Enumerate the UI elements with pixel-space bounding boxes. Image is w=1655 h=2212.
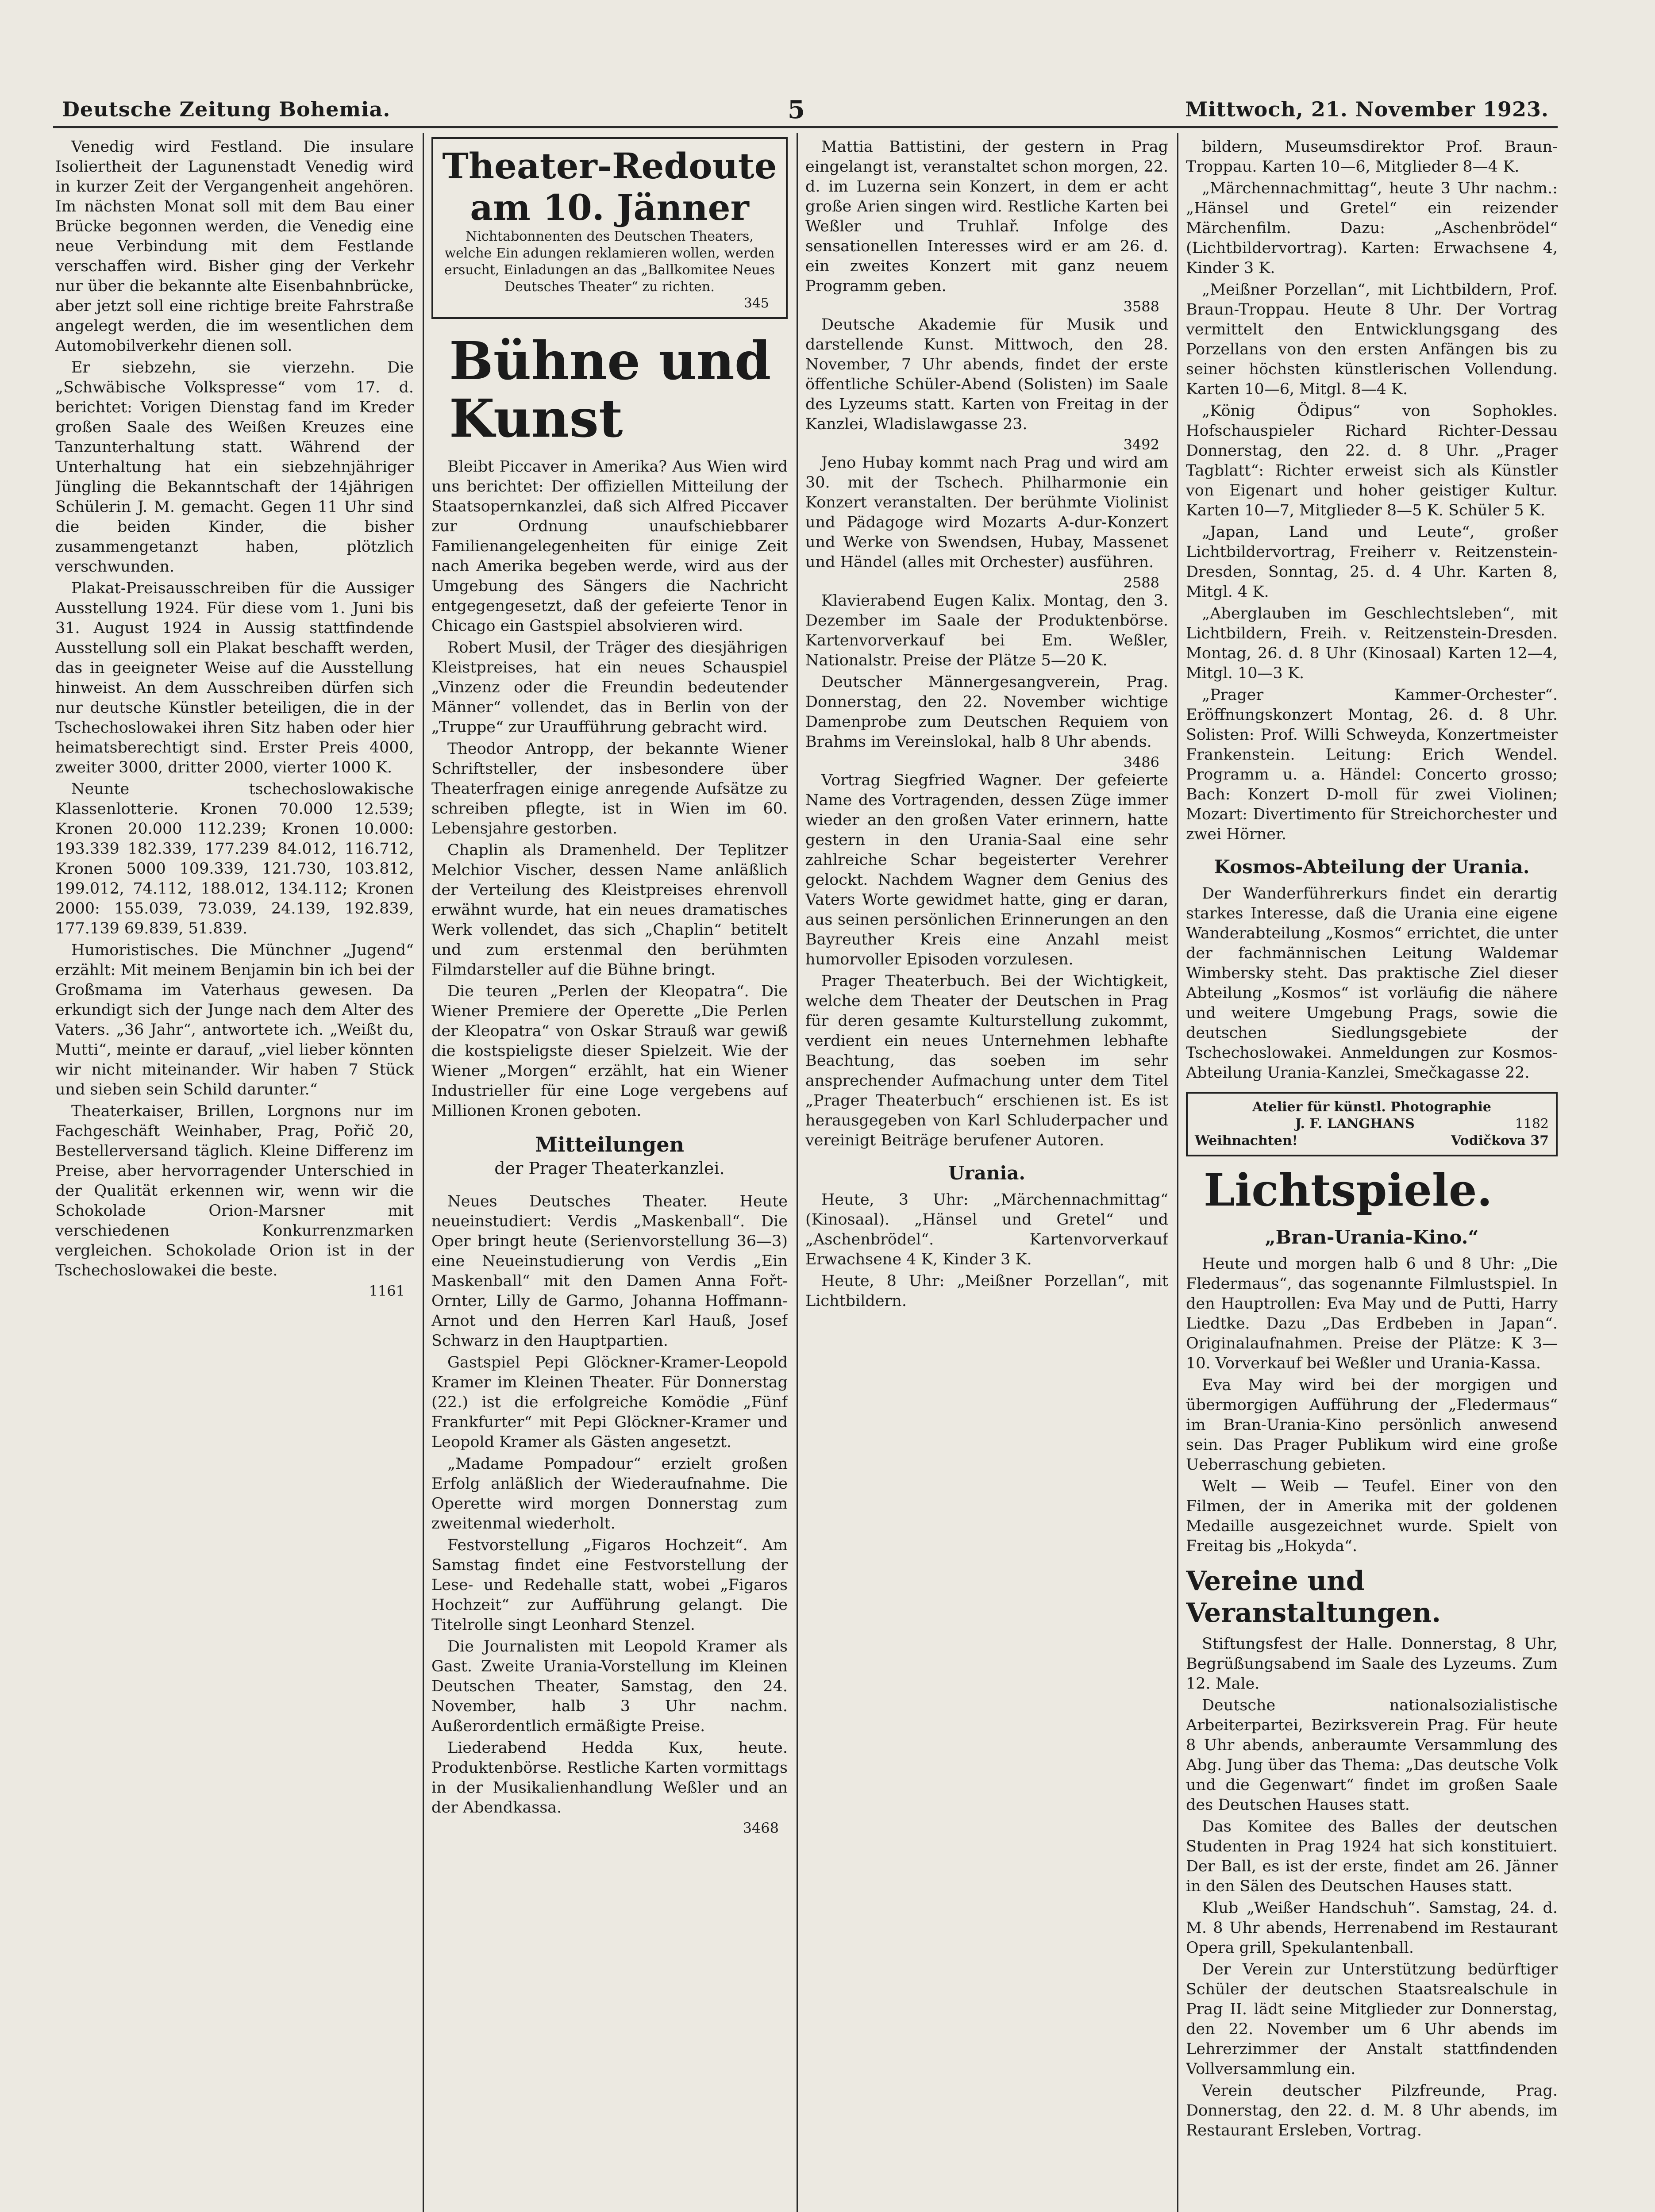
article-fledermaus: Heute und morgen halb 6 und 8 Uhr: „Die Fledermaus“, das sogenannte Filmlustspiel. In den Hauptrollen: Eva May und de Putti, Harry Liedtke. Dazu „Das Erdbeben in Japan“. Originalaufnahmen. Preise der Plätze: K 3—10. Vorverkauf bei Weßler und Urania-Kassa. — [1186, 1255, 1558, 1372]
article-plakat: Plakat-Preisausschreiben für die Aussiger Ausstellung 1924. Für diese vom 1. Juni bis 31. August 1924 in Aussig stattfindende Ausstellung soll ein Plakat beschafft werden, das in geeigneter Weise auf die Ausstellung hinweist. An dem Ausschreiben dürfen sich nur deutsche Künstler beteiligen, die in der Tschechoslowakei ihren Sitz haben oder hier heimatsberechtigt sind. Erster Preis 4000, zweiter 3000, dritter 2000, vierter 1000 K. — [55, 580, 414, 776]
advert-orion: Theaterkaiser, Brillen, Lorgnons nur im Fachgeschäft Weinhaber, Prag, Pořič 20, Bestellerversand täglich. Kleine Differenz im Preise, aber hervorragender Unterschied in der Qualität erkennen wir, wenn wir die Schokolade Orion-Marsner mit verschiedenen Konkurrenzmarken vergleichen. Schokolade Orion ist in der Tschechoslowakei die beste. — [55, 1102, 414, 1279]
article-humoristisches: Humoristisches. Die Münchner „Jugend“ erzählt: Mit meinem Benjamin bin ich bei der Großmama im Vaterhaus gewesen. Da erkundigt sich der Junge nach dem Alter des Vaters. „36 Jahr“, antwortete ich. „Weißt du, Mutti“, meinte er darauf, „viel lieber könnten wir nicht miteinander. Wir haben 7 Stück und sieben sein Schild darunter.“ — [55, 941, 414, 1098]
article-kammerorchester: „Prager Kammer-Orchester“. Eröffnungskonzert Montag, 26. d. 8 Uhr. Solisten: Prof. Willi Schweyda, Konzertmeister Frankenstein. Leitung: Erich Wendel. Programm u. a. Händel: Concerto grosso; Bach: Konzert D-moll für zwei Violinen; Mozart: Divertimento für Streichorchester und zwei Hörner. — [1186, 686, 1558, 843]
ad-line-1: Atelier für künstl. Photographie — [1252, 1099, 1491, 1115]
ad-left: Weihnachten! — [1195, 1133, 1298, 1148]
article-ref: 3588 — [1123, 298, 1159, 315]
advert-ref: 1161 — [369, 1283, 405, 1299]
article-akademie: Deutsche Akademie für Musik und darstellende Kunst. Mittwoch, den 28. November, 7 Uhr abends, findet der erste öffentliche Schüler-Abend (Solisten) im Saale des Lyzeums statt. Karten von Freitag in der Kanzlei, Wladislawgasse 23. — [805, 316, 1168, 433]
box-text: Nichtabonnenten des Deutschen Theaters, welche Ein adungen reklamieren wollen, werden ersucht, Einladungen an das „Ballkomitee Neues Deutsches Theater“ zu richten. — [444, 229, 775, 295]
article-realschule: Der Verein zur Unterstützung bedürftiger Schüler der deutschen Staatsrealschule in Prag II. lädt seine Mitglieder zur Donnerstag, den 22. November um 6 Uhr abends im Lehrerzimmer der Anstalt stattfindenden Vollversammlung ein. — [1186, 1961, 1558, 2078]
urania-maerchen: Heute, 3 Uhr: „Märchennachmittag“ (Kinosaal). „Hänsel und Gretel“ und „Aschenbrödel“. Kartenvorverkauf Erwachsene 4 K, Kinder 3 K. — [805, 1191, 1168, 1268]
article-journalisten: Die Journalisten mit Leopold Kramer als Gast. Zweite Urania-Vorstellung im Kleinen Deutschen Theater, Samstag, den 24. November, halb 3 Uhr nachm. Außerordentlich ermäßigte Preise. — [431, 1638, 788, 1735]
article-kosmos: Der Wanderführerkurs findet ein derartig starkes Interesse, daß die Urania eine eigene Wanderabteilung „Kosmos“ errichtet, die unter der fachmännischen Leitung Waldemar Wimbersky steht. Das praktische Ziel dieser Abteilung „Kosmos“ ist vorläufig die nähere und weitere Umgebung Prags, sowie die deutschen Siedlungsgebiete der Tschechoslowakei. Anmeldungen zur Kosmos-Abteilung Urania-Kanzlei, Smečkagasse 22. — [1186, 885, 1558, 1082]
article-weltweibteufel: Welt — Weib — Teufel. Einer von den Filmen, der in Amerika mit der goldenen Medaille ausgezeichnet wurde. Spielt von Freitag bis „Hokyda“. — [1186, 1478, 1558, 1555]
article-chaplin: Chaplin als Dramenheld. Der Teplitzer Melchior Vischer, dessen Name anläßlich der Verteilung des Kleistpreises ehrenvoll erwähnt wurde, hat ein neues dramatisches Werk vollendet, das sich „Chaplin“ betitelt und zum erstenmal den berühmten Filmdarsteller auf die Bühne bringt. — [431, 841, 788, 979]
article-lotterie: Neunte tschechoslowakische Klassenlotterie. Kronen 70.000 12.539; Kronen 20.000 112.239; Kronen 10.000: 193.339 182.339, 177.239 84.012, 116.712, Kronen 5000 109.339, 121.730, 103.812, 199.012, 74.112, 188.012, 134.112; Kronen 2000: 155.039, 73.039, 24.139, 192.839, 177.139 69.839, 51.839. — [55, 780, 414, 937]
article-maennergesang: Deutscher Männergesangverein, Prag. Donnerstag, den 22. November wichtige Damenprobe zum Deutschen Requiem von Brahms im Vereinslokal, halb 8 Uhr abends. — [805, 673, 1168, 751]
page-number: 5 — [788, 95, 805, 124]
article-hubay: Jeno Hubay kommt nach Prag und wird am 30. mit der Tschech. Philharmonie ein Konzert veranstalten. Der berühmte Violinist und Pädagoge wird Mozarts A-dur-Konzert und Werke von Swendsen, Hubay, Massenet und Händel (alles mit Orchester) ausführen. — [805, 454, 1168, 571]
ad-right: Vodičkova 37 — [1451, 1133, 1549, 1148]
newspaper-title: Deutsche Zeitung Bohemia. — [62, 97, 391, 121]
issue-date: Mittwoch, 21. November 1923. — [1185, 97, 1549, 121]
article-kalix: Klavierabend Eugen Kalix. Montag, den 3. Dezember im Saale der Produktenbörse. Kartenvorverkauf bei Em. Weßler, Nationalstr. Preise der Plätze 5—20 K. — [805, 592, 1168, 669]
article-maerchennachmittag: „Märchennachmittag“, heute 3 Uhr nachm.: „Hänsel und Gretel“ ein reizender Märchenfilm. Dazu: „Aschenbrödel“ (Lichtbildervortrag). Karten: Erwachsene 4, Kinder 3 K. — [1186, 180, 1558, 277]
ad-line-2: J. F. LANGHANS — [1295, 1116, 1415, 1132]
article-meissner: „Meißner Porzellan“, mit Lichtbildern, Prof. Braun-Troppau. Heute 8 Uhr. Der Vortrag vermittelt den Entwicklungsgang des Porzellans von den ersten Anfängen bis zu seiner höchsten künstlerischen Vollendung. Karten 10—6, Mitgl. 8—4 K. — [1186, 281, 1558, 398]
masthead — [53, 88, 1558, 124]
article-theaterbuch: Prager Theaterbuch. Bei der Wichtigkeit, welche dem Theater der Deutschen in Prag für deren gesamte Kulturstellung zukommt, verdient ein neues Unternehmen lebhafte Beachtung, das soeben im sehr ansprechender Aufmachung unter dem Titel „Prager Theaterbuch“ erschienen ist. Es ist herausgegeben von Karl Schluderpacher und vereinigt Beiträge berufener Autoren. — [805, 972, 1168, 1149]
column-divider — [797, 133, 798, 2212]
article-gastspiel: Gastspiel Pepi Glöckner-Kramer-Leopold Kramer im Kleinen Theater. Für Donnerstag (22.) ist die erfolgreiche Komödie „Fünf Frankfurter“ mit Pepi Glöckner-Kramer und Leopold Kramer als Gästen angesetzt. — [431, 1354, 788, 1451]
article-evamay: Eva May wird bei der morgigen und übermorgigen Aufführung der „Fledermaus“ im Bran-Urania-Kino persönlich anwesend sein. Das Prager Publikum wird eine große Ueberraschung gebieten. — [1186, 1376, 1558, 1474]
section-title-vereine: Vereine und Veranstaltungen. — [1186, 1566, 1441, 1628]
article-musil: Robert Musil, der Träger des diesjährigen Kleistpreises, hat ein neues Schauspiel „Vinzenz oder die Freundin bedeutender Männer“ vollendet, das in Berlin von der „Truppe“ zur Uraufführung gebracht wird. — [431, 639, 788, 736]
article-liederabend: Liederabend Hedda Kux, heute. Produktenbörse. Restliche Karten vormittags in der Musikalienhandlung Weßler und an der Abendkassa. — [431, 1739, 788, 1816]
urania-porzellan: Heute, 8 Uhr: „Meißner Porzellan“, mit Lichtbildern. — [805, 1272, 1168, 1310]
section-title-buehne: Bühne und Kunst — [449, 330, 771, 449]
masthead-rule — [53, 126, 1558, 128]
kino-heading: „Bran-Urania-Kino.“ — [1265, 1226, 1479, 1248]
column-3 — [805, 137, 1168, 2212]
column-divider — [1177, 133, 1178, 2212]
article-studentenball: Das Komitee des Balles der deutschen Studenten in Prag 1924 hat sich konstituiert. Der Ball, es ist der erste, findet am 26. Jänner in den Sälen des Deutschen Hauses statt. — [1186, 1818, 1558, 1895]
urania-heading: Urania. — [948, 1162, 1026, 1184]
article-piccaver: Bleibt Piccaver in Amerika? Aus Wien wird uns berichtet: Der offiziellen Mitteilung der Staatsopernkanzlei, daß sich Alfred Piccaver zur Ordnung unaufschiebbarer Familienangelegenheiten für einige Zeit nach Amerika begeben werde, wird aus der Umgebung des Sängers die Nachricht entgegengesetzt, daß der gefeierte Tenor in Chicago ein Gastspiel absolvieren wird. — [431, 458, 788, 635]
sub-title-2: der Prager Theaterkanzlei. — [494, 1159, 725, 1178]
article-figaro: Festvorstellung „Figaros Hochzeit“. Am Samstag findet eine Festvorstellung der Lese- und Redehalle statt, wobei „Figaros Hochzeit“ zur Aufführung gelangt. Die Titelrolle singt Leonhard Stenzel. — [431, 1536, 788, 1634]
column-2 — [431, 137, 788, 2212]
article-maskenball: Neues Deutsches Theater. Heute neueinstudiert: Verdis „Maskenball“. Die Oper bringt heute (Serienvorstellung 36—3) eine Neueinstudierung von Verdis „Ein Maskenball“ mit den Damen Anna Fořt-Ornter, Lilly de Garmo, Johanna Hoffmann-Arnot und den Herren Karl Hauß, Josef Schwarz in den Hauptpartien. — [431, 1193, 788, 1350]
kosmos-heading: Kosmos-Abteilung der Urania. — [1214, 856, 1530, 878]
article-braun: bildern, Museumsdirektor Prof. Braun-Troppau. Karten 10—6, Mitglieder 8—4 K. — [1186, 138, 1558, 176]
article-wagner: Vortrag Siegfried Wagner. Der gefeierte Name des Vortragenden, dessen Züge immer wieder an den großen Vater erinnern, hatte gestern in den Urania-Saal eine sehr zahlreiche Schar begeisterter Verehrer gelockt. Nachdem Wagner dem Genius des Vaters Worte gewidmet hatte, ging er daran, aus seinen persönlichen Erinnerungen an den Bayreuther Kreis eine Anzahl meist humorvoller Episoden vorzulesen. — [805, 772, 1168, 968]
article-ref: 3468 — [743, 1820, 779, 1836]
article-ref: 3492 — [1123, 436, 1159, 453]
subsection-title-mitteilungen — [431, 1133, 788, 1180]
sub-title: Mitteilungen — [535, 1133, 684, 1156]
article-battistini: Mattia Battistini, der gestern in Prag eingelangt ist, veranstaltet schon morgen, 22. d. im Luzerna sein Konzert, in dem er acht große Arien singen wird. Restliche Karten bei Weßler und Truhlař. Infolge des sensationellen Interesses wird er am 26. d. ein zweites Konzert mit ganz neuem Programm geben. — [805, 138, 1168, 295]
article-ref: 2588 — [1123, 574, 1159, 591]
article-oedipus: „König Ödipus“ von Sophokles. Hofschauspieler Richard Richter-Dessau Donnerstag, den 22. d. 8 Uhr. „Prager Tagblatt“: Richter erweist sich als Künstler von Eigenart und hoher geistiger Kultur. Karten 10—7, Mitglieder 8—5 K. Schüler 5 K. — [1186, 402, 1558, 519]
article-pompadour: „Madame Pompadour“ erzielt großen Erfolg anläßlich der Wiederaufnahme. Die Operette wird morgen Donnerstag zum zweitenmal wiederholt. — [431, 1455, 788, 1532]
langhans-advert — [1186, 1092, 1558, 1156]
article-japan: „Japan, Land und Leute“, großer Lichtbildervortrag, Freiherr v. Reitzenstein-Dresden, Sonntag, 25. d. 4 Uhr. Karten 8, Mitgl. 4 K. — [1186, 523, 1558, 601]
article-venedig: Venedig wird Festland. Die insulare Isoliertheit der Lagunenstadt Venedig wird in kurzer Zeit der Vergangenheit angehören. Im nächsten Monat soll mit dem Bau einer Brücke begonnen werden, die Venedig eine neue Verbindung mit dem Festlande verschaffen wird. Bisher ging der Verkehr nur über die bekannte alte Eisenbahnbrücke, aber jetzt soll eine richtige breite Fahrstraße angelegt werden, die im wesentlichen dem Automobilverkehr dienen soll. — [55, 138, 414, 355]
article-halle: Stiftungsfest der Halle. Donnerstag, 8 Uhr, Begrüßungsabend im Saale des Lyzeums. Zum 12. Male. — [1186, 1635, 1558, 1693]
article-handschuh: Klub „Weißer Handschuh“. Samstag, 24. d. M. 8 Uhr abends, Herrenabend im Restaurant Opera grill, Spekulantenball. — [1186, 1899, 1558, 1957]
box-title: Theater-Redoute am 10. Jänner — [442, 145, 777, 228]
box-ref: 345 — [743, 296, 769, 311]
article-siebzehn: Er siebzehn, sie vierzehn. Die „Schwäbische Volkspresse“ vom 17. d. berichtet: Vorigen Dienstag fand im Kreder großen Saale des Weißen Kreuzes eine Tanzunterhaltung statt. Während der Unterhaltung hat ein siebzehnjähriger Jüngling die Bekanntschaft der 14jährigen Schülerin J. M. gemacht. Gegen 11 Uhr sind die beiden Kinder, die bisher zusammengetanzt haben, plötzlich verschwunden. — [55, 359, 414, 576]
article-antropp: Theodor Antropp, der bekannte Wiener Schriftsteller, der insbesondere über Theaterfragen einige anregende Aufsätze zu schreiben pflegte, ist in Wien im 60. Lebensjahre gestorben. — [431, 740, 788, 837]
article-kleopatra: Die teuren „Perlen der Kleopatra“. Die Wiener Premiere der Operette „Die Perlen der Kleopatra“ von Oskar Strauß war gewiß die kostspieligste dieser Spielzeit. Wie der Wiener „Morgen“ erzählt, hat ein Wiener Industrieller für eine Loge vergebens auf Millionen Kronen geboten. — [431, 983, 788, 1120]
article-pilzfreunde: Verein deutscher Pilzfreunde, Prag. Donnerstag, den 22. d. M. 8 Uhr abends, im Restaurant Ersleben, Vortrag. — [1186, 2082, 1558, 2139]
column-1 — [55, 137, 414, 2212]
article-aberglauben: „Aberglauben im Geschlechtsleben“, mit Lichtbildern, Freih. v. Reitzenstein-Dresden. Montag, 26. d. 8 Uhr (Kinosaal) Karten 12—4, Mitgl. 10—3 K. — [1186, 605, 1558, 682]
section-title-lichtspiele: Lichtspiele. — [1204, 1164, 1493, 1216]
ad-ref: 1182 — [1515, 1116, 1549, 1132]
theater-redoute-box — [431, 137, 788, 319]
column-divider — [423, 133, 424, 2212]
column-4 — [1186, 137, 1558, 2212]
article-arbeiterpartei: Deutsche nationalsozialistische Arbeiterpartei, Bezirksverein Prag. Für heute 8 Uhr abends, anberaumte Versammlung des Abg. Jung über das Thema: „Das deutsche Volk und die Gegenwart“ findet im großen Saale des Deutschen Hauses statt. — [1186, 1697, 1558, 1814]
article-ref: 3486 — [1123, 754, 1159, 771]
